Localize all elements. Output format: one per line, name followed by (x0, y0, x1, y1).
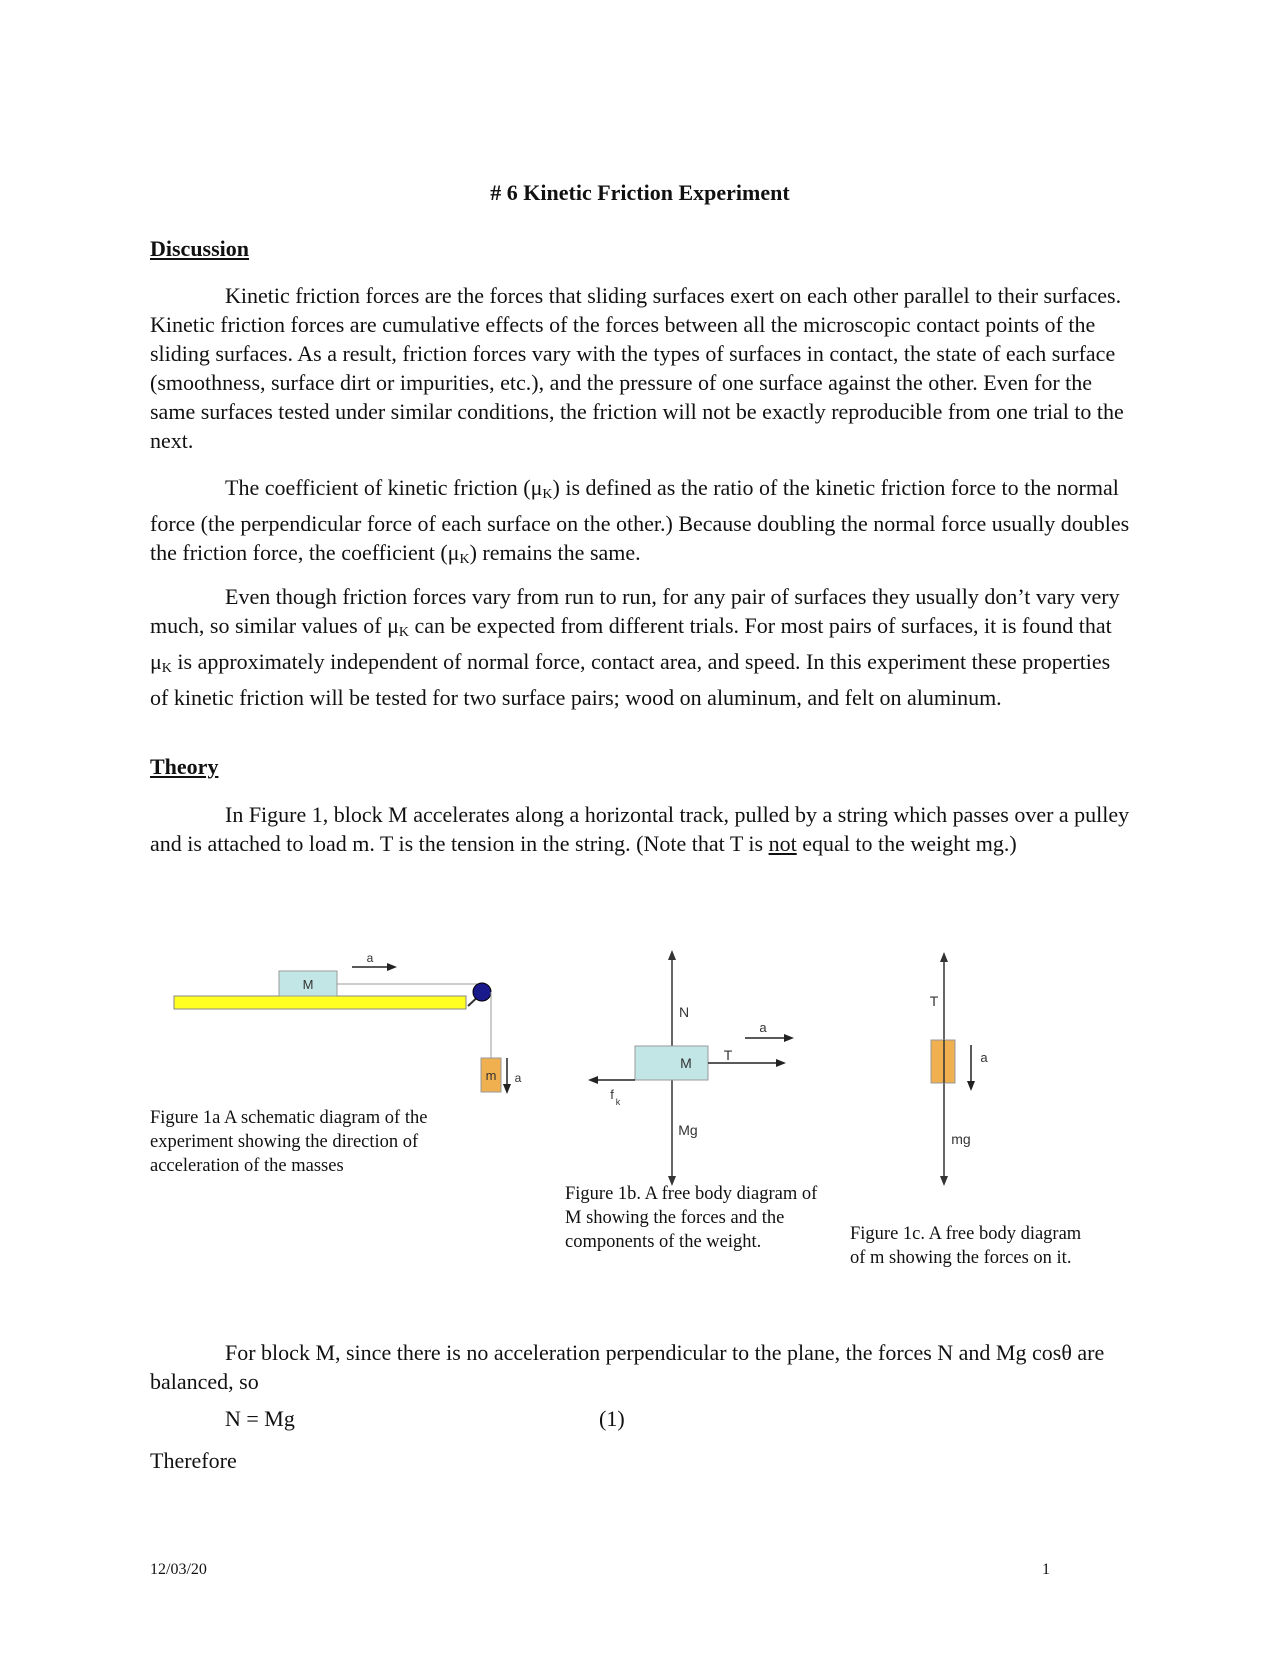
figure-1c-free-body-m (900, 950, 1050, 1190)
label-a-side: a (514, 1071, 522, 1085)
figure-1a-caption: Figure 1a A schematic diagram of the experiment showing the direction of acceleration of the masses (150, 1108, 428, 1176)
label-m: m (485, 1068, 497, 1083)
label-f-subscript: k (615, 1097, 621, 1107)
label-M: M (302, 977, 314, 992)
label-a: a (759, 1020, 767, 1035)
figure-1b-free-body-M (560, 950, 830, 1200)
label-T: T (723, 1047, 733, 1063)
label-Mg: Mg (678, 1122, 698, 1138)
theory-paragraph-1: In Figure 1, block M accelerates along a horizontal track, pulled by a string which passes over a pulley and is attached to load m. T is the tension in the string. (Note that T is not equal to the weight mg.) (150, 802, 1130, 856)
discussion-paragraph-3: Even though friction forces vary from run to run, for any pair of surfaces they usually don’t vary very much, so similar values of $\mu_K$ can be expected from different trials. For most pairs of surfaces, it is found that $\mu_K$ is approximately independent of normal force, contact area, and speed. In this experiment these properties of kinetic friction will be tested for two surface pairs; wood on aluminum, and felt on aluminum. (150, 584, 1120, 710)
label-a-top: a (366, 951, 374, 965)
figure-1a-schematic (150, 940, 530, 1100)
block-M (635, 1046, 708, 1080)
therefore-text: Therefore (150, 1448, 237, 1473)
footer-date: 12/03/20 (150, 1561, 207, 1578)
accel-arrowhead (967, 1081, 975, 1091)
label-mg: mg (951, 1131, 971, 1147)
pulley (473, 983, 491, 1001)
tension-arrowhead (776, 1059, 786, 1067)
track (174, 996, 466, 1009)
equation-1-number: (1) (599, 1406, 625, 1431)
figure-1b-caption: Figure 1b. A free body diagram of M showing the forces and the components of the weight. (565, 1184, 818, 1252)
label-T: T (929, 993, 939, 1009)
equation-1: N = Mg (225, 1406, 295, 1431)
normal-arrowhead (668, 950, 676, 960)
block-m (931, 1040, 955, 1083)
discussion-paragraph-2: The coefficient of kinetic friction $(\mu_K)$ is defined as the ratio of the kinetic friction force to the normal force (the perpendicular force of each surface on the other.) Because doubling the normal force usually doubles the friction force, the coefficient $(\mu_K)$ remains the same. (150, 475, 1130, 567)
accel-arrowhead-top (387, 963, 397, 971)
discussion-heading: Discussion (150, 236, 250, 261)
discussion-paragraph-1: Kinetic friction forces are the forces that sliding surfaces exert on each other parallel to their surfaces. Kinetic friction forces are cumulative effects of the forces between all the microscopic contact points of the sliding surfaces. As a result, friction forces vary with the types of surfaces in contact, the state of each surface (smoothness, surface dirt or impurities, etc.), and the pressure of one surface against the other. Even for the same surfaces tested under similar conditions, the friction will not be exactly reproducible from one trial to the next. (150, 283, 1124, 453)
theory-heading: Theory (150, 754, 219, 779)
friction-arrowhead (588, 1076, 598, 1084)
figure-1c-caption: Figure 1c. A free body diagram of m showing the forces on it. (850, 1224, 1082, 1268)
label-N: N (678, 1004, 690, 1020)
accel-arrowhead-side (503, 1084, 511, 1094)
accel-arrowhead (784, 1034, 794, 1042)
theory-paragraph-2: For block M, since there is no acceleration perpendicular to the plane, the forces N and Mg cosθ are balanced, so (150, 1340, 1105, 1394)
tension-arrowhead (940, 952, 948, 962)
footer-page-number: 1 (1042, 1561, 1050, 1578)
label-a: a (980, 1050, 988, 1065)
page-title: # 6 Kinetic Friction Experiment (490, 180, 790, 205)
label-f: f (610, 1087, 614, 1102)
weight-arrowhead (940, 1176, 948, 1186)
label-M: M (680, 1055, 692, 1071)
